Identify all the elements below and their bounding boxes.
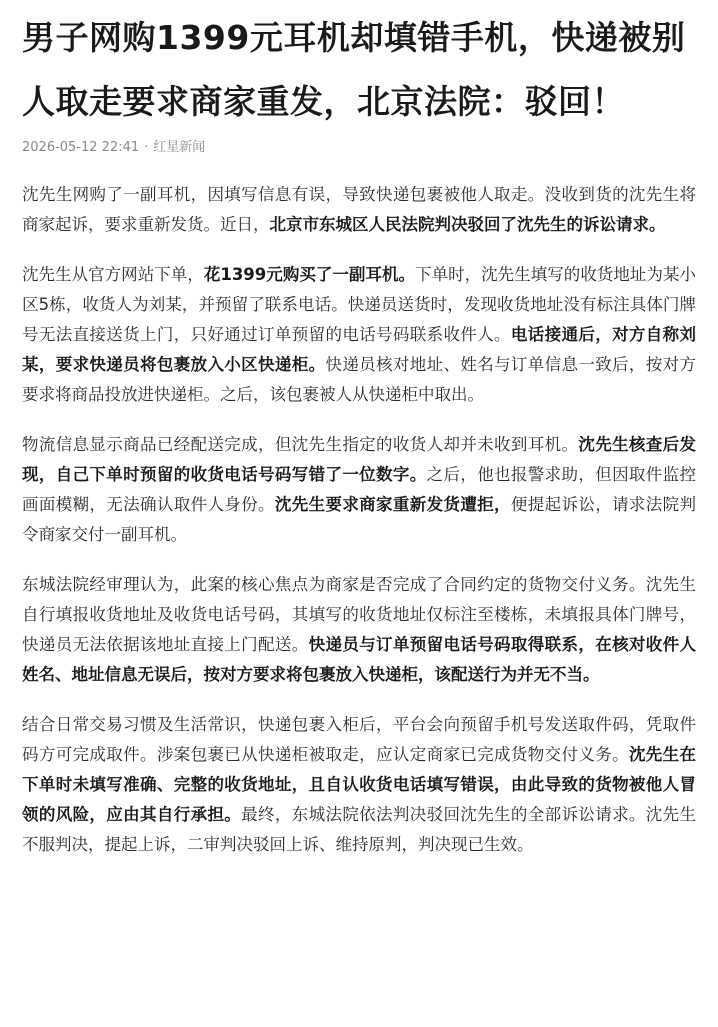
text-run: 沈先生网购了一副耳机，因填写信息有误，导致快递包裹被他人取走。没收到货的沈先生将商家起诉，要求重新发货。近日， xyxy=(22,185,696,234)
bold-text-run: 沈先生要求商家重新发货遭拒， xyxy=(274,495,511,514)
paragraph-2 xyxy=(22,260,696,410)
paragraph-5 xyxy=(22,710,696,860)
paragraph-1 xyxy=(22,180,696,240)
text-run: 物流信息显示商品已经配送完成，但沈先生指定的收货人却并未收到耳机。 xyxy=(22,435,579,454)
bold-text-run: 电话接通后，对方自称刘某，要求快递员将包裹放入小区快递柜。 xyxy=(22,325,697,374)
bold-text-run: 北京市东城区人民法院判决驳回了沈先生的诉讼请求。 xyxy=(269,215,666,234)
meta-separator: · xyxy=(144,140,149,155)
text-run: 沈先生从官方网站下单， xyxy=(22,265,204,284)
bold-text-run: 快递员与订单预留电话号码取得联系，在核对收件人姓名、地址信息无误后，按对方要求将包裹放入快递柜，该配送行为并无不当。 xyxy=(22,635,697,684)
bold-text-run: 花1399元购买了一副耳机。 xyxy=(203,265,416,284)
article-meta xyxy=(22,138,696,158)
paragraph-3 xyxy=(22,430,696,550)
bold-text-run: 沈先生在下单时未填写准确、完整的收货地址，且自认收货电话填写错误，由此导致的货物被他人冒领的风险，应由其自行承担。 xyxy=(22,745,697,824)
text-run: 便提起诉讼，请求法院判令商家交付一副耳机。 xyxy=(22,495,697,544)
source-name[interactable]: 红星新闻 xyxy=(153,140,206,155)
text-run: 结合日常交易习惯及生活常识，快递包裹入柜后，平台会向预留手机号发送取件码，凭取件码方可完成取件。涉案包裹已从快递柜被取走，应认定商家已完成货物交付义务。 xyxy=(22,715,696,764)
article-body xyxy=(22,180,696,860)
publish-datetime: 2026-05-12 22:41 xyxy=(22,140,140,155)
text-run: 快递员核对地址、姓名与订单信息一致后，按对方要求将商品投放进快递柜。之后，该包裹被人从快递柜中取出。 xyxy=(22,355,697,404)
paragraph-4 xyxy=(22,570,696,690)
bold-text-run: 沈先生核查后发现，自己下单时预留的收货电话号码写错了一位数字。 xyxy=(22,435,697,484)
text-run: 下单时，沈先生填写的收货地址为某小区5栋，收货人为刘某，并预留了联系电话。快递员送货时，发现收货地址没有标注具体门牌号无法直接送货上门，只好通过订单预留的电话号码联系收件人。 xyxy=(22,265,696,344)
text-run: 最终，东城法院依法判决驳回沈先生的全部诉讼请求。沈先生不服判决，提起上诉，二审判决驳回上诉、维持原判，判决现已生效。 xyxy=(22,805,697,854)
text-run: 东城法院经审理认为，此案的核心焦点为商家是否完成了合同约定的货物交付义务。沈先生自行填报收货地址及收货电话号码，其填写的收货地址仅标注至楼栋，未填报具体门牌号，快递员无法依据该地址直接上门配送。 xyxy=(22,575,696,654)
article-title: 男子网购1399元耳机却填错手机，快递被别人取走要求商家重发，北京法院：驳回！ xyxy=(22,18,686,121)
text-run: 之后，他也报警求助，但因取件监控画面模糊，无法确认取件人身份。 xyxy=(22,465,697,514)
